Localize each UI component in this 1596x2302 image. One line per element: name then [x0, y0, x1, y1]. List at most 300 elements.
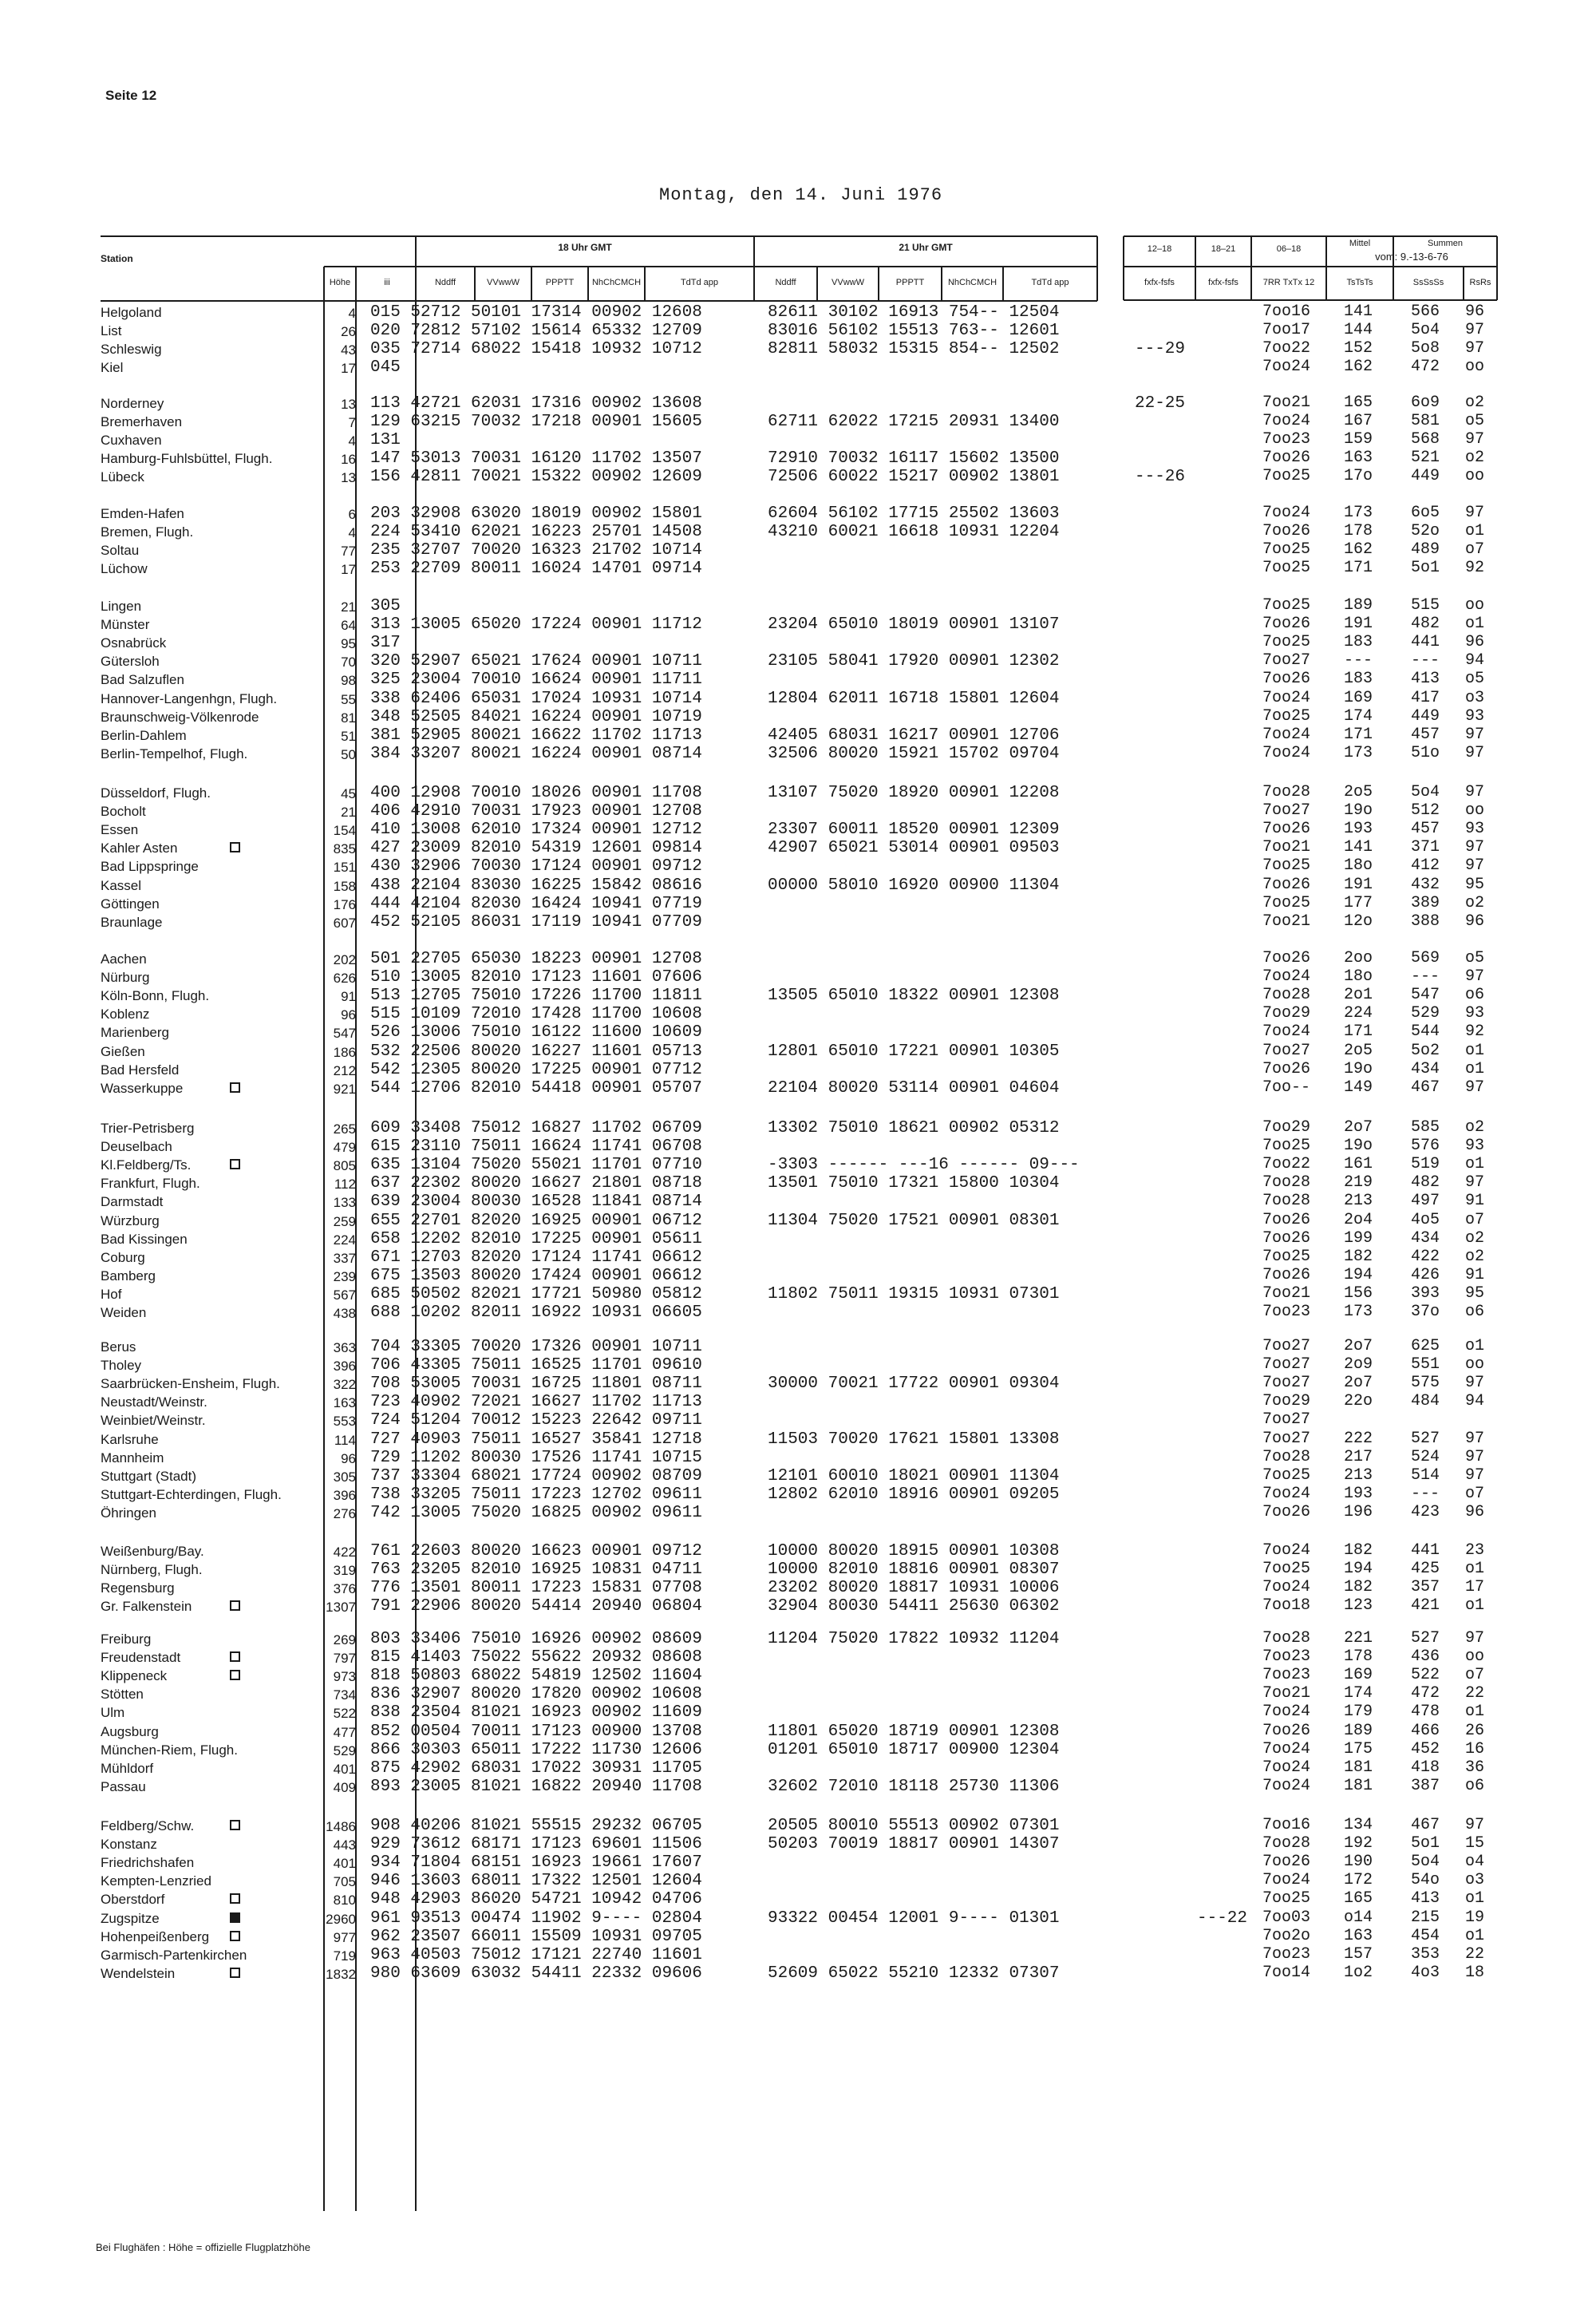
station-name: Koblenz [101, 1007, 150, 1022]
obs-18utc: 706 43305 75011 16525 11701 09610 [370, 1356, 702, 1375]
obs-mittel: 182 [1343, 1541, 1373, 1560]
station-height: 305 [333, 1469, 356, 1485]
period-18-21-header: 18–21 [1211, 244, 1236, 254]
table-row [0, 1946, 1596, 1964]
station-name: Cuxhaven [101, 433, 162, 449]
obs-rr: o7 [1464, 1484, 1484, 1503]
obs-18utc: 637 22302 80020 16627 21801 08718 [370, 1174, 702, 1193]
station-height: 547 [333, 1026, 356, 1042]
station-name: Bocholt [101, 804, 146, 820]
obs-21utc: 00000 58010 16920 00900 11304 [768, 876, 1060, 895]
table-row [0, 1890, 1596, 1908]
table-row [0, 340, 1596, 358]
station-height: 705 [333, 1874, 356, 1890]
obs-summen: 389 [1410, 893, 1440, 912]
station-name: Norderney [101, 396, 164, 411]
obs-18utc: 929 73612 68171 17123 69601 11506 [370, 1835, 702, 1854]
obs-18utc: 688 10202 82011 16922 10931 06605 [370, 1303, 702, 1322]
obs-06-18: 7oo25 [1262, 856, 1311, 876]
obs-rr: 94 [1464, 1392, 1484, 1411]
station-name: Berlin-Dahlem [101, 727, 187, 743]
mountain-station-square-icon [230, 1082, 240, 1093]
table-row [0, 857, 1596, 876]
obs-18utc: 875 42902 68031 17022 30931 11705 [370, 1758, 702, 1778]
obs-18utc: 544 12706 82010 54418 00901 05707 [370, 1078, 702, 1098]
obs-mittel: 191 [1343, 875, 1373, 894]
obs-mittel: 12o [1343, 912, 1373, 931]
obs-summen: 515 [1410, 596, 1440, 615]
obs-21utc: 42907 65021 53014 00901 09503 [768, 839, 1060, 858]
station-name: Bremen, Flugh. [101, 524, 194, 540]
obs-mittel: 2o9 [1343, 1355, 1373, 1374]
obs-summen: 412 [1410, 856, 1440, 876]
obs-mittel: 224 [1343, 1004, 1373, 1023]
mountain-station-square-icon [230, 1893, 240, 1904]
obs-mittel: 169 [1343, 1666, 1373, 1685]
obs-mittel: 171 [1343, 1022, 1373, 1042]
table-row [0, 431, 1596, 449]
summen-period: vom: 9.-13-6-76 [1375, 251, 1448, 263]
station-name: Gr. Falkenstein [101, 1599, 192, 1615]
obs-06-18: 7oo26 [1262, 1210, 1311, 1229]
obs-mittel: 192 [1343, 1834, 1373, 1853]
obs-21utc: 72506 60022 15217 00902 13801 [768, 468, 1060, 487]
obs-18utc: 113 42721 62031 17316 00902 13608 [370, 394, 702, 413]
station-name: Kiel [101, 360, 124, 376]
obs-18utc: 737 33304 68021 17724 00902 08709 [370, 1466, 702, 1485]
station-height: 114 [334, 1432, 356, 1448]
obs-rr: o1 [1464, 522, 1484, 541]
table-row [0, 1853, 1596, 1872]
station-height: 401 [333, 1856, 356, 1872]
obs-mittel: 196 [1343, 1502, 1373, 1521]
obs-mittel: 161 [1343, 1155, 1373, 1174]
obs-mittel: --- [1343, 651, 1373, 670]
obs-06-18: 7oo22 [1262, 339, 1311, 358]
obs-18utc: 727 40903 75011 16527 35841 12718 [370, 1430, 702, 1449]
col21-nddff: Nddff [775, 278, 796, 287]
station-height: 96 [341, 1007, 356, 1023]
obs-summen: 524 [1410, 1447, 1440, 1466]
period-06-18-header: 06–18 [1276, 244, 1302, 254]
obs-summen: --- [1410, 967, 1440, 987]
station-name: Trier-Petrisberg [101, 1121, 195, 1136]
obs-06-18: 7oo24 [1262, 1578, 1311, 1597]
obs-18utc: 501 22705 65030 18223 00901 12708 [370, 950, 702, 968]
table-row [0, 1759, 1596, 1778]
obs-06-18: 7oo03 [1262, 1908, 1311, 1927]
obs-rr: 97 [1464, 1078, 1484, 1097]
obs-summen: 551 [1410, 1355, 1440, 1374]
station-height: 977 [333, 1929, 356, 1945]
col21-ppptt: PPPTT [895, 278, 925, 287]
summen-header: Summen [1427, 239, 1464, 248]
station-height: 319 [333, 1563, 356, 1579]
obs-21utc: 32506 80020 15921 15702 09704 [768, 744, 1060, 763]
obs-06-18: 7oo25 [1262, 633, 1311, 652]
station-height: 269 [333, 1632, 356, 1647]
station-height: 176 [333, 896, 356, 912]
obs-18utc: 526 13006 75010 16122 11600 10609 [370, 1023, 702, 1042]
obs-summen: 434 [1410, 1228, 1440, 1248]
station-height: 7 [348, 415, 356, 431]
table-row [0, 652, 1596, 670]
table-row [0, 1193, 1596, 1211]
obs-06-18: 7oo24 [1262, 725, 1311, 744]
table-row [0, 1685, 1596, 1703]
obs-18utc: 515 10109 72010 17428 11700 10608 [370, 1005, 702, 1024]
obs-mittel: 2o5 [1343, 783, 1373, 801]
obs-summen: 37o [1410, 1303, 1440, 1321]
station-name: Essen [101, 822, 139, 838]
obs-summen: 52o [1410, 522, 1440, 541]
station-height: 77 [341, 544, 356, 560]
obs-18utc: 946 13603 68011 17322 12501 12604 [370, 1872, 702, 1891]
obs-06-18: 7oo22 [1262, 1155, 1311, 1174]
table-row [0, 634, 1596, 652]
obs-18utc: 400 12908 70010 18026 00901 11708 [370, 784, 702, 802]
obs-summen: 544 [1410, 1022, 1440, 1042]
obs-21utc: 82811 58032 15315 854-- 12502 [768, 340, 1060, 359]
station-height: 133 [333, 1195, 356, 1211]
station-name: Deuselbach [101, 1139, 172, 1155]
obs-rr: 97 [1464, 1374, 1484, 1393]
obs-21utc: 42405 68031 16217 00901 12706 [768, 726, 1060, 745]
obs-18utc: 452 52105 86031 17119 10941 07709 [370, 912, 702, 931]
obs-mittel: 167 [1343, 412, 1373, 431]
station-name: Kl.Feldberg/Ts. [101, 1157, 192, 1173]
station-name: Kahler Asten [101, 841, 178, 856]
obs-06-18: 7oo16 [1262, 303, 1311, 321]
sub-rr: RsRs [1469, 278, 1491, 287]
station-height: 21 [341, 599, 356, 615]
obs-rr: 91 [1464, 1192, 1484, 1211]
station-name: Weißenburg/Bay. [101, 1544, 204, 1559]
obs-21utc: 01201 65010 18717 00900 12304 [768, 1740, 1060, 1759]
obs-06-18: 7oo24 [1262, 1703, 1311, 1722]
obs-rr: o3 [1464, 1871, 1484, 1890]
obs-summen: 482 [1410, 615, 1440, 634]
obs-18utc: 704 33305 70020 17326 00901 10711 [370, 1338, 702, 1356]
obs-rr: o7 [1464, 1210, 1484, 1229]
table-row [0, 821, 1596, 839]
obs-21utc: 43210 60021 16618 10931 12204 [768, 523, 1060, 542]
obs-mittel: 174 [1343, 1684, 1373, 1703]
obs-rr: 97 [1464, 321, 1484, 340]
table-row [0, 1061, 1596, 1079]
obs-21utc: 12802 62010 18916 00901 09205 [768, 1485, 1060, 1504]
obs-mittel: 183 [1343, 670, 1373, 689]
station-name: Mühldorf [101, 1760, 154, 1776]
obs-mittel: 221 [1343, 1629, 1373, 1647]
obs-18utc: 313 13005 65020 17224 00901 11712 [370, 615, 702, 635]
obs-21utc: 62711 62022 17215 20931 13400 [768, 413, 1060, 432]
obs-06-18: 7oo26 [1262, 670, 1311, 689]
station-name: Osnabrück [101, 635, 167, 651]
station-height: 409 [333, 1779, 356, 1795]
station-name: Marienberg [101, 1025, 169, 1041]
obs-18utc: 348 52505 84021 16224 00901 10719 [370, 707, 702, 726]
obs-06-18: 7oo21 [1262, 394, 1311, 412]
obs-mittel: 171 [1343, 559, 1373, 578]
obs-18utc: 852 00504 70011 17123 00900 13708 [370, 1722, 702, 1741]
obs-21utc: 10000 82010 18816 00901 08307 [768, 1560, 1060, 1580]
station-height: 50 [341, 746, 356, 762]
obs-mittel: 172 [1343, 1871, 1373, 1890]
obs-21utc: -3303 ------ ---16 ------ 09--- [768, 1156, 1080, 1175]
station-name: Gütersloh [101, 654, 160, 670]
obs-21utc: 11304 75020 17521 00901 08301 [768, 1211, 1060, 1230]
table-row [0, 413, 1596, 431]
obs-18utc: 615 23110 75011 16624 11741 06708 [370, 1137, 702, 1157]
station-height: 13 [341, 397, 356, 412]
obs-06-18: 7oo26 [1262, 522, 1311, 541]
page-date: Montag, den 14. Juni 1976 [659, 185, 943, 205]
table-row [0, 839, 1596, 857]
obs-mittel: 157 [1343, 1944, 1373, 1964]
station-height: 797 [333, 1651, 356, 1667]
obs-rr: o1 [1464, 1059, 1484, 1078]
obs-18utc: 020 72812 57102 15614 65332 12709 [370, 322, 702, 341]
station-height: 337 [333, 1250, 356, 1266]
obs-mittel: 169 [1343, 688, 1373, 707]
obs-06-18: 7oo26 [1262, 615, 1311, 634]
obs-06-18: 7oo28 [1262, 1173, 1311, 1193]
obs-mittel: 19o [1343, 1059, 1373, 1078]
obs-18utc: 131 [370, 431, 401, 450]
obs-rr: 97 [1464, 856, 1484, 876]
station-height: 734 [333, 1687, 356, 1703]
obs-mittel: 219 [1343, 1173, 1373, 1193]
station-name: Bremerhaven [101, 414, 183, 430]
station-name: Soltau [101, 543, 140, 559]
obs-21utc: 12804 62011 16718 15801 12604 [768, 689, 1060, 708]
obs-summen: 575 [1410, 1374, 1440, 1393]
obs-mittel: 2oo [1343, 949, 1373, 967]
station-name: Düsseldorf, Flugh. [101, 785, 211, 801]
station-name: Weinbiet/Weinstr. [101, 1413, 206, 1429]
mountain-station-square-icon [230, 1600, 240, 1611]
station-name: Berlin-Tempelhof, Flugh. [101, 746, 248, 761]
table-row [0, 1285, 1596, 1303]
obs-06-18: 7oo23 [1262, 1303, 1311, 1321]
station-height: 158 [333, 878, 356, 894]
obs-06-18: 7oo27 [1262, 1429, 1311, 1448]
obs-06-18: 7oo23 [1262, 1944, 1311, 1964]
station-name: Stötten [101, 1687, 144, 1703]
obs-summen: 353 [1410, 1944, 1440, 1964]
obs-18utc: 427 23009 82010 54319 12601 09814 [370, 839, 702, 858]
obs-18utc: 761 22603 80020 16623 00901 09712 [370, 1542, 702, 1560]
station-name: Stuttgart (Stadt) [101, 1468, 196, 1484]
station-height: 96 [341, 1450, 356, 1466]
obs-06-18: 7oo26 [1262, 1721, 1311, 1740]
obs-18utc: 836 32907 80020 17820 00902 10608 [370, 1685, 702, 1704]
obs-06-18: 7oo23 [1262, 1647, 1311, 1667]
obs-rr: o2 [1464, 449, 1484, 468]
obs-rr: oo [1464, 1647, 1484, 1667]
obs-rr: 93 [1464, 1137, 1484, 1156]
obs-summen: 357 [1410, 1578, 1440, 1597]
obs-06-18: 7oo26 [1262, 1502, 1311, 1521]
obs-18utc: 129 63215 70032 17218 00901 15605 [370, 413, 702, 432]
station-name: List [101, 323, 122, 339]
footnote: Bei Flughäfen : Höhe = offizielle Flugplatzhöhe [96, 2241, 310, 2253]
gmt21-header: 21 Uhr GMT [899, 242, 953, 253]
station-height: 212 [333, 1062, 356, 1078]
station-height: 376 [333, 1581, 356, 1597]
height-header: Höhe [329, 278, 351, 287]
station-name: Nürnberg, Flugh. [101, 1562, 203, 1578]
obs-06-18: 7oo24 [1262, 688, 1311, 707]
obs-summen: 441 [1410, 633, 1440, 652]
obs-06-18: 7oo28 [1262, 1629, 1311, 1647]
obs-summen: 529 [1410, 1004, 1440, 1023]
obs-summen: 467 [1410, 1816, 1440, 1834]
table-row [0, 1374, 1596, 1393]
obs-18utc: 444 42104 82030 16424 10941 07719 [370, 894, 702, 913]
obs-mittel: 171 [1343, 725, 1373, 744]
table-row [0, 1174, 1596, 1193]
table-row [0, 1741, 1596, 1759]
obs-rr: 93 [1464, 706, 1484, 726]
obs-18utc: 962 23507 66011 15509 10931 09705 [370, 1927, 702, 1946]
obs-18utc: 203 32908 63020 18019 00902 15801 [370, 504, 702, 523]
obs-rr: o2 [1464, 893, 1484, 912]
obs-21utc: 20505 80010 55513 00902 07301 [768, 1817, 1060, 1835]
obs-06-18: 7oo25 [1262, 1889, 1311, 1908]
station-height: 363 [333, 1340, 356, 1355]
station-height: 239 [333, 1268, 356, 1284]
obs-18utc: 708 53005 70031 16725 11801 08711 [370, 1374, 702, 1394]
obs-18utc: 381 52905 80021 16622 11702 11713 [370, 726, 702, 745]
station-name: Augsburg [101, 1723, 159, 1739]
obs-06-18: 7oo2o [1262, 1926, 1311, 1945]
table-row [0, 1597, 1596, 1616]
obs-mittel: 191 [1343, 615, 1373, 634]
obs-06-18: 7oo25 [1262, 596, 1311, 615]
mountain-station-square-icon [230, 1931, 240, 1941]
station-name: Helgoland [101, 305, 162, 320]
obs-summen: 434 [1410, 1059, 1440, 1078]
station-name: Hohenpeißenberg [101, 1928, 210, 1944]
obs-12-18: ---29 [1135, 340, 1186, 359]
obs-18utc: 963 40503 75012 17121 22740 11601 [370, 1945, 702, 1964]
table-row [0, 541, 1596, 560]
obs-18utc: 908 40206 81021 55515 29232 06705 [370, 1817, 702, 1835]
station-height: 151 [333, 860, 356, 876]
obs-rr: o1 [1464, 1703, 1484, 1722]
obs-06-18: 7oo29 [1262, 1392, 1311, 1411]
obs-06-18: 7oo28 [1262, 986, 1311, 1005]
table-row [0, 895, 1596, 913]
table-row [0, 1338, 1596, 1356]
obs-mittel: 19o [1343, 801, 1373, 821]
station-name: Oberstdorf [101, 1892, 165, 1908]
obs-mittel: 175 [1343, 1739, 1373, 1758]
station-height: 259 [333, 1213, 356, 1229]
obs-summen: 449 [1410, 706, 1440, 726]
obs-21utc: 23202 80020 18817 10931 10006 [768, 1579, 1060, 1598]
station-name: Berus [101, 1339, 136, 1355]
obs-mittel: 181 [1343, 1776, 1373, 1795]
obs-18utc: 866 30303 65011 17222 11730 12606 [370, 1740, 702, 1759]
obs-18utc: 609 33408 75012 16827 11702 06709 [370, 1119, 702, 1137]
station-name: Göttingen [101, 896, 160, 912]
station-name: Stuttgart-Echterdingen, Flugh. [101, 1486, 282, 1502]
obs-mittel: 17o [1343, 467, 1373, 486]
obs-18utc: 410 13008 62010 17324 00901 12712 [370, 821, 702, 840]
sub-18-21: fxfx-fsfs [1208, 278, 1238, 287]
obs-mittel: 181 [1343, 1758, 1373, 1777]
obs-mittel: 194 [1343, 1265, 1373, 1284]
obs-summen: 454 [1410, 1926, 1440, 1945]
table-row [0, 322, 1596, 340]
obs-18utc: 763 23205 82010 16925 10831 04711 [370, 1560, 702, 1580]
obs-mittel: 178 [1343, 522, 1373, 541]
obs-summen: 5o2 [1410, 1041, 1440, 1060]
obs-18utc: 513 12705 75010 17226 11700 11811 [370, 987, 702, 1006]
station-header: Station [101, 253, 133, 264]
obs-mittel: 163 [1343, 1926, 1373, 1945]
obs-mittel: 141 [1343, 838, 1373, 857]
obs-mittel: 213 [1343, 1465, 1373, 1485]
table-row [0, 1909, 1596, 1928]
station-height: 401 [333, 1761, 356, 1777]
obs-mittel: 182 [1343, 1578, 1373, 1597]
station-name: Wendelstein [101, 1965, 176, 1981]
station-height: 529 [333, 1742, 356, 1758]
station-height: 112 [334, 1177, 356, 1193]
station-height: 805 [333, 1158, 356, 1174]
station-height: 4 [348, 433, 356, 449]
station-height: 51 [341, 728, 356, 744]
obs-21utc: 50203 70019 18817 00901 14307 [768, 1835, 1060, 1854]
station-name: Schleswig [101, 342, 162, 358]
obs-18utc: 803 33406 75010 16926 00902 08609 [370, 1630, 702, 1648]
station-height: 202 [333, 952, 356, 967]
obs-06-18: 7oo21 [1262, 912, 1311, 931]
station-name: Freudenstadt [101, 1650, 181, 1666]
obs-mittel: 163 [1343, 449, 1373, 468]
obs-06-18: 7oo17 [1262, 321, 1311, 340]
col18-nhch: NhChCMCH [591, 278, 642, 287]
obs-06-18: 7oo24 [1262, 1739, 1311, 1758]
col18-tdtd: TdTd app [680, 278, 719, 287]
obs-summen: 519 [1410, 1155, 1440, 1174]
obs-summen: 452 [1410, 1739, 1440, 1758]
obs-mittel: 2o4 [1343, 1210, 1373, 1229]
station-name: Hamburg-Fuhlsbüttel, Flugh. [101, 451, 273, 467]
obs-06-18: 7oo25 [1262, 1465, 1311, 1485]
obs-summen: 484 [1410, 1392, 1440, 1411]
obs-21utc: 11503 70020 17621 15801 13308 [768, 1430, 1060, 1449]
station-name: Tholey [101, 1358, 142, 1374]
table-row [0, 615, 1596, 634]
obs-summen: 5o8 [1410, 339, 1440, 358]
obs-summen: 568 [1410, 430, 1440, 449]
station-name: Lüchow [101, 561, 148, 577]
obs-rr: 95 [1464, 875, 1484, 894]
obs-summen: 512 [1410, 801, 1440, 821]
mountain-station-square-icon [230, 1968, 240, 1978]
station-name: Garmisch-Partenkirchen [101, 1947, 247, 1963]
station-name: Gießen [101, 1043, 145, 1059]
obs-18utc: 253 22709 80011 16024 14701 09714 [370, 560, 702, 579]
obs-18utc: 224 53410 62021 16223 25701 14508 [370, 523, 702, 542]
obs-06-18: 7oo28 [1262, 1834, 1311, 1853]
station-name: Ulm [101, 1705, 125, 1721]
